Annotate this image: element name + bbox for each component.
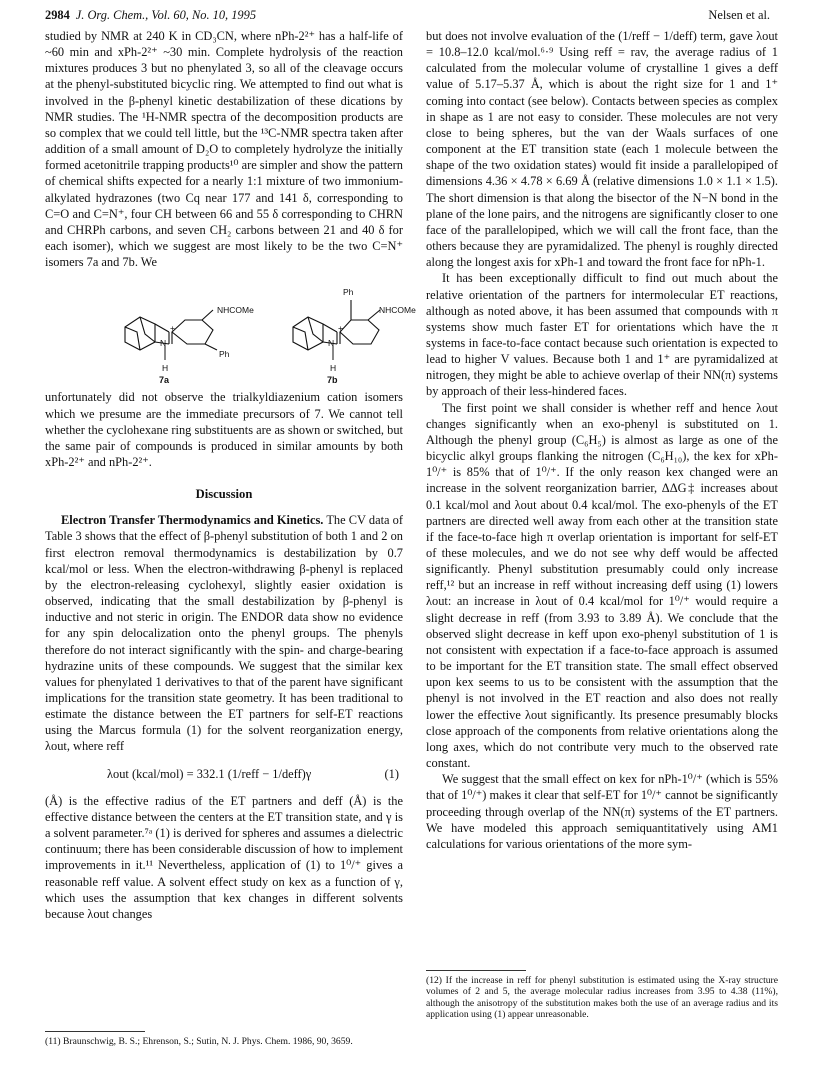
left-paragraph-3 [45,512,403,754]
header-left [45,8,256,23]
structure-figure [45,272,416,387]
header-authors: Nelsen et al. [708,8,770,22]
right-paragraph-3: The first point we shall consider is whether reff and hence λout changes significantly when an exo-phenyl is substituted on 1. Although the phenyl group (C₆H₅) is almost as large as one of the bicyclic alkyl groups flanking the nitrogen (C₆H₁₀), the kex for xPh-1⁰/⁺ is 85% that of 1⁰/⁺. If the only reason kex changed were an increase in the solvent reorganization barrier, ΔΔG‡ increases about 0.1 kcal/mol and λout about 0.4 kcal/mol. The exo-phenyls of the ET partners are directed well away from each other at the transition state if the face-to-face high π overlap orientation is important for self-ET of these molecules, and we do not see why deff would be affected significantly. Phenyl substitution presumably could only increase reff,¹² but an increase in reff without increasing deff using (1) lowers λout: an increase in λout of 0.4 kcal/mol for 1⁰/⁺ would require a slight decrease in reff (from 3.93 to 3.89 Å). We conclude that the observed slight decrease in keff upon exo-phenyl substitution of 1 is not consistent with expectation if a face-to-face approach is assumed to be important for the ET transition state. The small effect observed upon kex seems to us to be consistent with the assumption that the phenyl is not involved in the ET reaction and also does not really lower the effective λout significantly. Its presence presumably blocks close approach of the components from relative orientations along the long axes, which do not contribute very much to the observed rate constant. [426,400,778,771]
footnote-divider [45,1031,145,1032]
n-label-7b: N [328,338,335,349]
plus-label-7a: + [170,323,175,334]
h-label-7b: H [330,363,337,374]
right-footnotes [426,962,778,1020]
footnote-12: (12) If the increase in reff for phenyl substitution is estimated using the X-ray structure volumes of 2 and 5, the average molecular radius increases from 3.95 to 4.38 (11%), although the anisotropy of the substitution makes both the use of an average radius and its application using (1) appear unreasonable. [426,975,778,1020]
nhcome-label-7b: NHCOMe [379,305,416,316]
right-paragraph-1: but does not involve evaluation of the (1/reff − 1/deff) term, gave λout = 10.8–12.0 kcal/mol.⁶·⁹ Using reff = rav, the average radius of 1 calculated from the molecular volume of crystalline 1 gives a deff value of 5.17–5.37 Å, which is about the right size for 1 and 1⁺ coming into contact (see below). Contacts between species as complex in shape as 1 are not easy to consider. These molecules are not very close to being spheres, but the van der Waals surfaces of one component at the ET transition state (each 1 molecule between the shape of the two oxidation states) would fit inside a parallelopiped of dimensions 4.36 × 4.78 × 6.69 Å (relative dimensions 1.0 × 1.1 × 1.5). The short dimension is that along the bisector of the N−N bond in the plane of the lone pairs, and the nitrogens are significantly closer to one face of the parallelopiped, which we will call the front face, than the others because they are pyramidalized. The phenyl is roughly directed along the longest axis for xPh-1 and toward the front face for nPh-1. [426,29,778,270]
left-column [45,28,416,922]
ph-label-7a: Ph [219,349,230,360]
nhcome-label-7a: NHCOMe [217,305,254,316]
page-number: 2984 [45,8,70,22]
left-paragraph-1: studied by NMR at 240 K in CD₃CN, where nPh-2²⁺ has a half-life of ~60 min and xPh-2²⁺ ~30 min. Complete hydrolysis of the reaction mixtures produces 3 but no phenylated 3, so all of the cleavage occurs at the phenyl-substituted bicyclic ring. We attempted to find out what is involved in the β-phenyl kinetic destabilization of these dications by NMR studies. The ¹H-NMR spectra of the decomposition products are so complex that we could tell little, but the ¹³C-NMR spectra taken after addition of a small amount of D₂O to completely hydrolyze the initially formed acetonitrile trapping products¹⁰ are simpler and show the pattern of chemical shifts expected for a nearly 1:1 mixture of two immonium-alkylated hydrazones (two Cq near 177 and 141 δ, corresponding to C=O and C=N⁺, four CH between 66 and 55 δ corresponding to CHRN and CHRPh carbons, and seven CH₂ carbons between 21 and 40 δ for each isomer), which we suggest are most likely to be the two C=N⁺ isomers 7a and 7b. We [45,29,403,270]
equation-text: λout (kcal/mol) = 332.1 (1/reff − 1/deff)γ [107,766,312,781]
section-title: Discussion [195,487,253,502]
left-paragraph-2: unfortunately did not observe the trialkyldiazenium cation isomers which we presume are the immediate precursors of 7. We cannot tell whether the cyclohexane ring substituents are as shown or switched, but the same pair of compounds is produced in similar amounts by both xPh-2²⁺ and nPh-2²⁺. [45,390,403,469]
footnote-divider [426,970,526,971]
h-label-7a: H [162,363,169,374]
left-footnotes [45,1023,403,1047]
plus-label-7b: + [338,323,343,334]
footnote-11: (11) Braunschwig, B. S.; Ehrenson, S.; Sutin, N. J. Phys. Chem. 1986, 90, 3659. [45,1036,353,1047]
runin-heading: Electron Transfer Thermodynamics and Kinetics. [61,513,324,528]
left-paragraph-3-text: The CV data of Table 3 shows that the effect of β-phenyl substitution of both 1 and 2 on first electron removal thermodynamics is destabilization by 0.7 kcal/mol or less. When the electron-withdrawing β-phenyl is replaced by the electron-releasing cyclohexyl, slightly easier oxidation is observed, indicating that the small destabilization by β-phenyl is inductive and not steric in origin. The ENDOR data show no evidence for any spin delocalization onto the phenyl groups. The phenyls therefore do not interact significantly with the spin- and charge-bearing hydrazine units of these compounds. We suggest that the similar kex values for phenylated 1 derivatives to that of the parent have significant implications for the transition state geometry. It has been traditional to estimate the distance between the ET partners for self-ET reactions using the Marcus formula (1) for the solvent reorganization energy, λout, where reff [45,513,403,754]
journal-citation: J. Org. Chem., Vol. 60, No. 10, 1995 [75,8,257,22]
n-label-7a: N [160,338,167,349]
left-paragraph-4: (Å) is the effective radius of the ET partners and deff (Å) is the effective distance between the centers at the ET transition state, and γ is a solvent parameter.⁷ᵃ (1) is derived for spheres and assumes a dielectric continuum; there has been considerable discussion of how to implement improvements in it.¹¹ Nevertheless, application of (1) to 1⁰/⁺ gives a reasonable reff value. A solvent effect study on kex as a function of γ, which uses the assumption that kex changes in different solvents because λout changes [45,793,403,921]
right-paragraph-2: It has been exceptionally difficult to find out much about the relative orientation of the partners for intermolecular ET reactions, although as noted above, it has been assumed that compounds with π systems show much faster ET for orientations which have the π systems in face-to-face contact because such orientation is expected to lead to higher V values. Because both 1 and 1⁺ are pyramidalized at nitrogen, they might be able to achieve overlap of their NN(π) systems by approach of their less-hindered faces. [426,271,778,399]
equation-1 [45,766,403,782]
equation-number: (1) [384,766,399,781]
right-column [426,28,778,852]
compound-label-7a: 7a [159,375,170,386]
page-header [45,8,770,26]
right-paragraph-4: We suggest that the small effect on kex for nPh-1⁰/⁺ (which is 55% that of 1⁰/⁺) makes it clear that self-ET for 1⁰/⁺ cannot be significantly proceeding through overlap of the NN(π) systems of the ET partners. We have modeled this approach semiquantitatively using AM1 calculations for various orientations of the more sym- [426,772,778,851]
ph-label-7b: Ph [343,287,354,298]
compound-label-7b: 7b [327,375,338,386]
